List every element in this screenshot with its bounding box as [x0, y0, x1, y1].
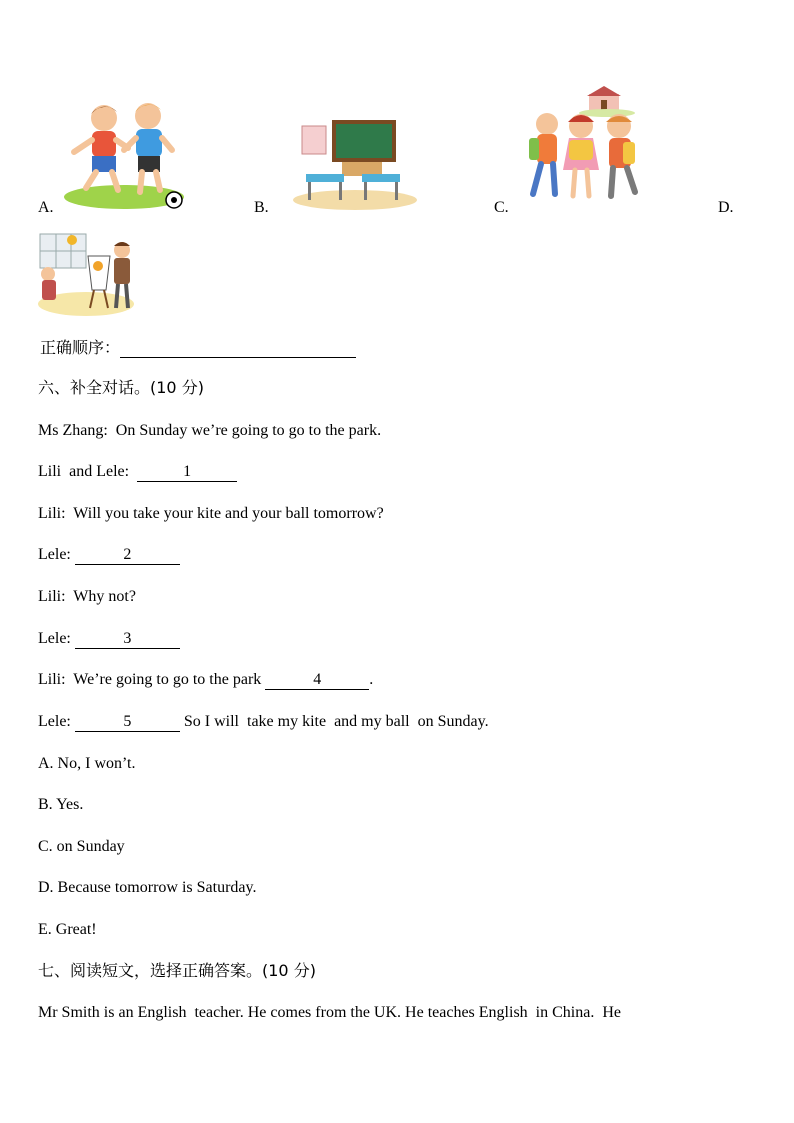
answer-blank-5[interactable]: 5	[75, 713, 180, 732]
option-b-picture	[292, 118, 418, 210]
option-a-picture	[62, 100, 186, 212]
option-d-picture	[36, 228, 136, 318]
speaker: Lili:	[38, 505, 66, 522]
answer-blank-3[interactable]: 3	[75, 630, 180, 649]
speaker: Ms Zhang:	[38, 422, 108, 439]
dialogue-line-8	[38, 712, 489, 732]
utterance: We’re going to go to the park	[73, 671, 262, 688]
option-a-label: A.	[38, 199, 54, 216]
children-playing-football-icon	[62, 100, 186, 212]
speaker: Lili:	[38, 588, 66, 605]
order-answer-row	[40, 338, 356, 358]
speaker: Lele:	[38, 630, 71, 647]
answer-blank-1[interactable]: 1	[137, 463, 237, 482]
order-label: 正确顺序：	[40, 338, 121, 357]
dialogue-line-4	[38, 545, 180, 565]
reading-passage: Mr Smith is an English teacher. He comes from the UK. He teaches English in China. He	[38, 1004, 621, 1021]
speaker: Lili:	[38, 671, 66, 688]
dialogue-line-6	[38, 629, 180, 649]
choice-b: B. Yes.	[38, 796, 84, 813]
option-c-picture	[525, 86, 643, 208]
children-painting-icon	[36, 228, 136, 318]
speaker: Lele:	[38, 546, 71, 563]
utterance: Will you take your kite and your ball tomorrow?	[73, 505, 384, 522]
option-c-label: C.	[494, 199, 509, 216]
choice-a: A. No, I won’t.	[38, 755, 136, 772]
children-walking-to-school-icon	[525, 86, 643, 208]
section6-title: 六、补全对话。(10 分)	[38, 378, 204, 397]
option-b-label: B.	[254, 199, 269, 216]
utterance: Why not?	[73, 588, 136, 605]
period: .	[369, 671, 374, 688]
choice-d: D. Because tomorrow is Saturday.	[38, 879, 257, 896]
choice-c: C. on Sunday	[38, 838, 125, 855]
classroom-icon	[292, 118, 418, 210]
utterance: So I will take my kite and my ball on Sunday.	[183, 713, 489, 730]
dialogue-line-3	[38, 504, 384, 524]
answer-blank-2[interactable]: 2	[75, 546, 180, 565]
speaker: Lili and Lele:	[38, 463, 130, 480]
dialogue-line-5	[38, 587, 136, 607]
dialogue-line-1	[38, 421, 381, 441]
answer-blank-4[interactable]: 4	[265, 671, 369, 690]
choice-e: E. Great!	[38, 921, 97, 938]
dialogue-line-7	[38, 670, 373, 690]
speaker: Lele:	[38, 713, 71, 730]
utterance: On Sunday we’re going to go to the park.	[115, 422, 382, 439]
order-answer-field[interactable]	[120, 341, 356, 358]
option-d-label: D.	[718, 199, 734, 216]
section7-title: 七、阅读短文，选择正确答案。(10 分)	[38, 961, 316, 980]
dialogue-line-2	[38, 462, 237, 482]
